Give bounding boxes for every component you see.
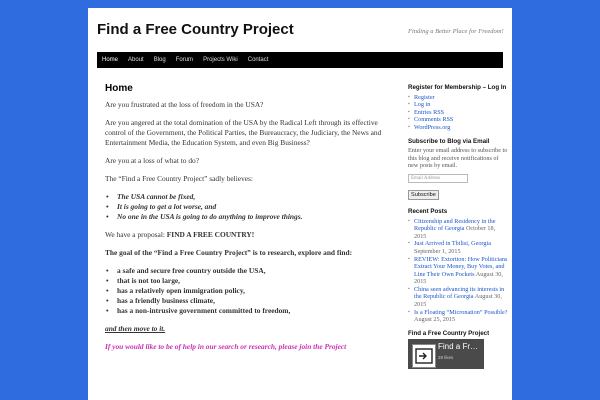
list-item: • has a non-intrusive government committed to freedom,: [115, 306, 383, 316]
main-content: [105, 84, 383, 360]
paragraph-angered: Are you angered at the total domination of the USA by the Radical Left through its effective control of the Government, the Political Parties, the Bureaucracy, the Judiciary, the News and Entertainment Media, the Education System, and even Big Business?: [105, 118, 382, 147]
list-item: • has a friendly business climate,: [115, 296, 383, 306]
list-item: • that is not too large,: [115, 276, 383, 286]
site-title[interactable]: Find a Free Country Project: [97, 21, 294, 38]
entries-rss-link[interactable]: ▪ Entries RSS: [408, 109, 508, 117]
nav-projects-wiki[interactable]: Projects Wiki: [203, 57, 238, 63]
nav-forum[interactable]: Forum: [175, 57, 194, 63]
sidebar: [408, 84, 508, 369]
subscribe-text: Enter your email address to subscribe to this blog and receive notifications of new posts by email.: [408, 147, 508, 170]
list-item[interactable]: [408, 240, 508, 255]
paragraph-join: If you would like to be of help in our search or research, please join the Project: [105, 342, 347, 351]
comments-rss-link[interactable]: ▪ Comments RSS: [408, 116, 508, 124]
login-link[interactable]: ▪ Log in: [408, 101, 508, 109]
site-tagline: Finding a Better Place for Freedom!: [408, 28, 504, 35]
subscribe-heading: Subscribe to Blog via Email: [408, 137, 490, 145]
list-item: • It is going to get a lot worse, and: [115, 202, 383, 212]
page-logo-icon: [412, 344, 436, 368]
recent-posts-heading: Recent Posts: [408, 207, 448, 215]
proposal-text: We have a proposal:: [105, 230, 167, 239]
paragraph-frustrated: Are you frustrated at the loss of freedom in the USA?: [105, 100, 264, 109]
recent-posts: [408, 218, 508, 324]
list-item: • a safe and secure free country outside the USA,: [115, 266, 383, 276]
paragraph-move: and then move to it.: [105, 324, 166, 333]
list-item[interactable]: [408, 286, 508, 309]
post-title[interactable]: REVIEW: Extortion: How Politicians Extract Your Money, Buy Votes, and Line Their Own Pockets: [414, 255, 508, 278]
list-item[interactable]: [408, 309, 508, 324]
paragraph-goal: The goal of the “Find a Free Country Project” is to research, explore and find:: [105, 248, 353, 257]
subscribe-button[interactable]: Subscribe: [408, 190, 439, 200]
nav-about[interactable]: About: [128, 57, 144, 63]
post-date: September 1, 2015: [414, 247, 461, 255]
post-title[interactable]: Is a Floating “Micronation” Possible?: [414, 308, 508, 316]
email-input[interactable]: Email Address: [408, 174, 468, 183]
post-date: October 18, 2015: [414, 225, 496, 240]
list-item: • The USA cannot be fixed,: [115, 192, 383, 202]
paragraph-proposal: [105, 230, 383, 240]
proposal-strong: FIND A FREE COUNTRY!: [166, 230, 255, 239]
nav-blog[interactable]: Blog: [153, 57, 166, 63]
list-item[interactable]: [408, 218, 508, 241]
nav-home[interactable]: Home: [102, 57, 119, 63]
post-date: August 30, 2015: [414, 270, 503, 286]
main-nav: [97, 52, 503, 68]
post-title[interactable]: China seen advancing its interests in the Republic of Georgia: [414, 285, 505, 301]
post-date: August 30, 2015: [414, 293, 502, 309]
paragraph-believes: The “Find a Free Country Project” sadly believes:: [105, 174, 253, 183]
register-heading: Register for Membership – Log In: [408, 84, 507, 91]
wordpress-link[interactable]: ▪ WordPress.org: [408, 124, 508, 132]
post-title[interactable]: Citizenship and Residency in the Republic of Georgia: [414, 217, 496, 233]
list-item: • has a relatively open immigration policy,: [115, 286, 383, 296]
paragraph-loss: Are you at a loss of what to do?: [105, 156, 200, 165]
list-item: • No one in the USA is going to do anything to improve things.: [115, 212, 383, 222]
post-title[interactable]: Just Arrived in Tbilisi, Georgia: [414, 240, 491, 248]
list-item[interactable]: [408, 256, 508, 286]
facebook-likes: 29 likes: [438, 355, 454, 361]
page-wrapper: [88, 8, 512, 400]
register-link[interactable]: ▪ Register: [408, 94, 508, 102]
nav-contact[interactable]: Contact: [247, 57, 269, 63]
facebook-page-title[interactable]: Find a Fr…: [438, 342, 479, 352]
goals-list: [105, 266, 383, 316]
meta-links: [408, 94, 508, 132]
page-heading: Home: [105, 83, 133, 94]
facebook-heading: Find a Free Country Project: [408, 329, 490, 337]
beliefs-list: [105, 192, 383, 222]
facebook-page-widget[interactable]: [408, 339, 484, 369]
post-date: August 25, 2015: [414, 316, 456, 324]
